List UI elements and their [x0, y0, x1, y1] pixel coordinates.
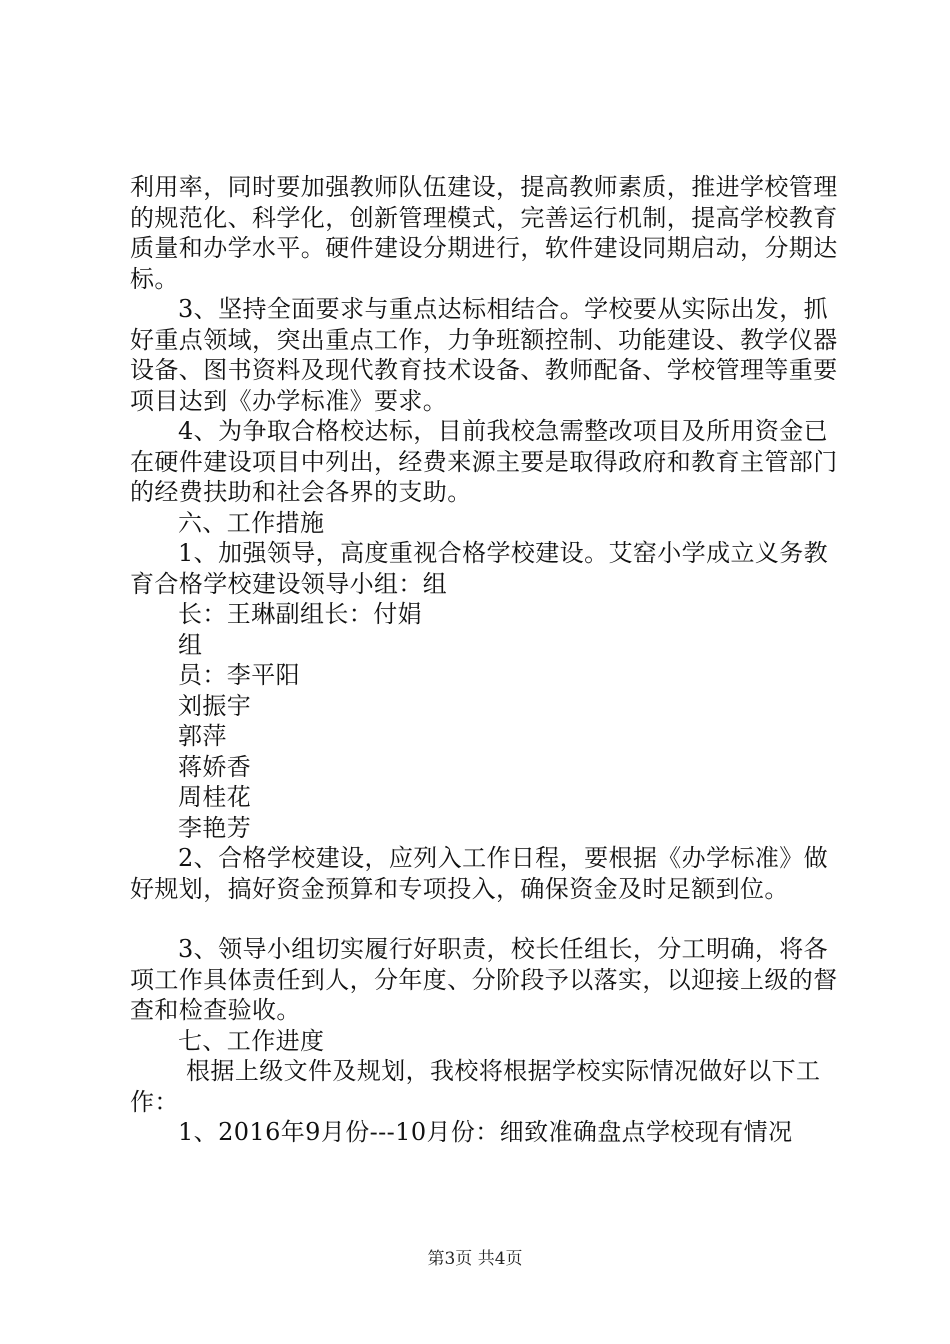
member-line: 员：李平阳 [178, 661, 300, 689]
member-line: 蒋娇香 [178, 752, 252, 781]
paragraph: 2、合格学校建设，应列入工作日程，要根据《办学标准》做好规划，搞好资金预算和专项投入，确保资金及时足额到位。 [130, 844, 829, 903]
page-footer: 第3页 共4页 [427, 1249, 523, 1269]
paragraph: 3、领导小组切实履行好职责，校长任组长，分工明确，将各项工作具体责任到人，分年度、分阶段予以落实，以迎接上级的督查和检查验收。 [130, 935, 838, 1024]
paragraph: 4、为争取合格校达标，目前我校急需整改项目及所用资金已在硬件建设项目中列出，经费来源主要是取得政府和教育主管部门的经费扶助和社会各界的支助。 [130, 417, 838, 506]
paragraph: 利用率，同时要加强教师队伍建设，提高教师素质，推进学校管理的规范化、科学化，创新管理模式，完善运行机制，提高学校教育质量和办学水平。硬件建设分期进行，软件建设同期启动，分期达标。 [130, 173, 838, 293]
member-line: 长：王琳副组长：付娟 [178, 600, 422, 628]
blank-line [130, 904, 850, 934]
member-line: 刘振宇 [178, 691, 252, 720]
member-line: 组 [178, 630, 203, 659]
paragraph: 3、坚持全面要求与重点达标相结合。学校要从实际出发，抓好重点领域，突出重点工作，力争班额控制、功能建设、教学仪器设备、图书资料及现代教育技术设备、教师配备、学校管理等重要项目达到《办学标准》要求。 [130, 295, 838, 415]
member-line: 郭萍 [178, 722, 227, 750]
member-line: 周桂花 [178, 783, 252, 811]
section-heading: 六、工作措施 [178, 508, 325, 537]
paragraph: 1、2016年9月份---10月份：细致准确盘点学校现有情况 [178, 1118, 793, 1146]
member-list [130, 599, 850, 843]
document-body [130, 172, 850, 1148]
paragraph: 1、加强领导，高度重视合格学校建设。艾窑小学成立义务教育合格学校建设领导小组：组 [130, 539, 829, 598]
section-heading: 七、工作进度 [178, 1026, 325, 1055]
member-line: 李艳芳 [178, 813, 252, 842]
paragraph: 根据上级文件及规划，我校将根据学校实际情况做好以下工作： [130, 1057, 821, 1116]
